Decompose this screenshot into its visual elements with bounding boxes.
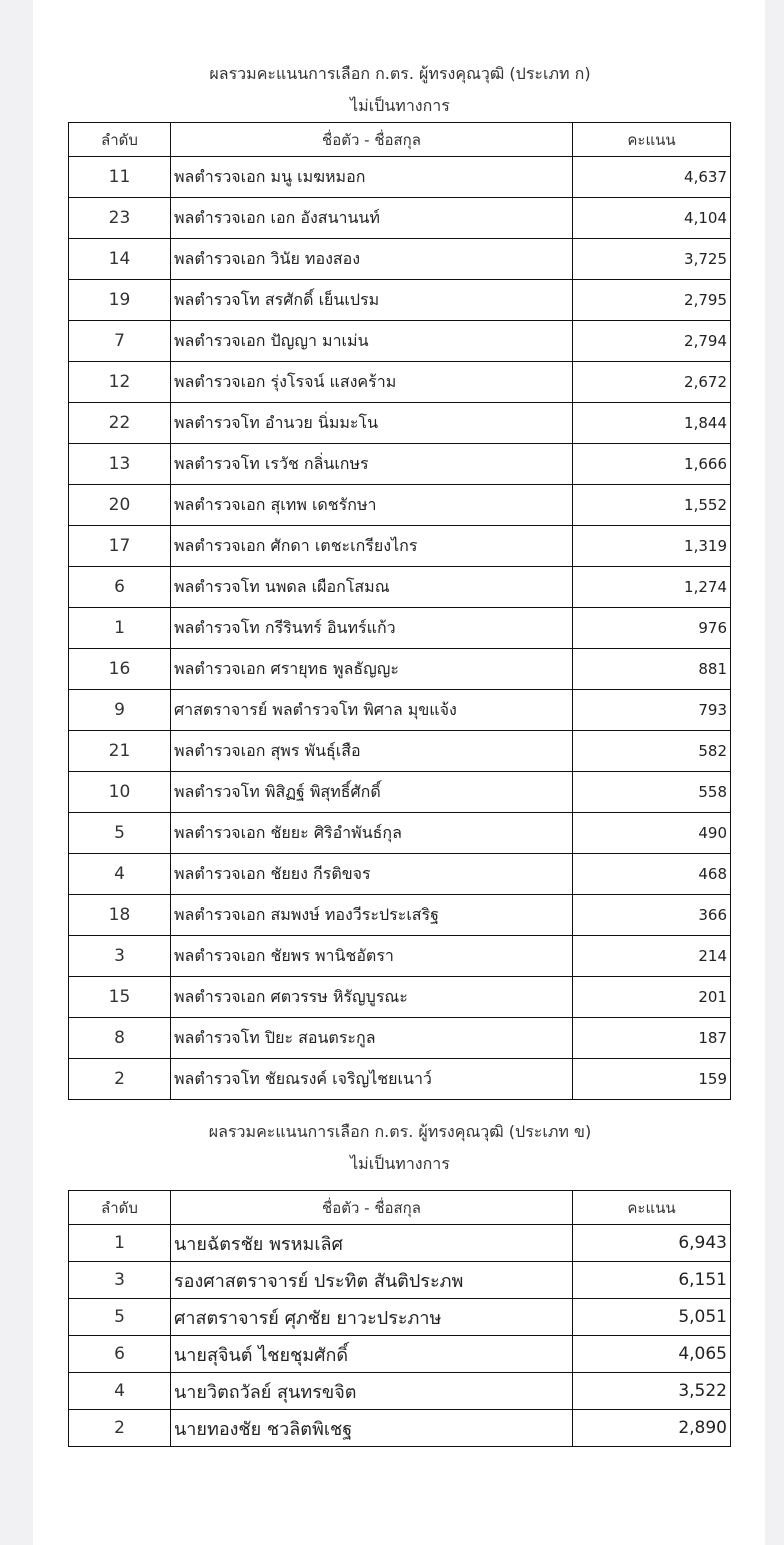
left-margin	[0, 0, 33, 1545]
table-row	[69, 731, 731, 772]
name-cell: พลตำรวจโท นพดล เผือกโสมณ	[171, 567, 573, 608]
rank-cell: 16	[69, 649, 171, 690]
rank-cell: 11	[69, 157, 171, 198]
name-cell: พลตำรวจเอก ชัยยะ ศิริอำพันธ์กุล	[171, 813, 573, 854]
name-cell: พลตำรวจเอก ศักดา เตชะเกรียงไกร	[171, 526, 573, 567]
rank-cell: 6	[69, 567, 171, 608]
name-cell: พลตำรวจโท สรศักดิ์ เย็นเปรม	[171, 280, 573, 321]
score-cell: 366	[573, 895, 731, 936]
name-cell: พลตำรวจโท กรีรินทร์ อินทร์แก้ว	[171, 608, 573, 649]
column-header-score: คะแนน	[573, 123, 731, 157]
name-cell: พลตำรวจเอก สุพร พันธุ์เสือ	[171, 731, 573, 772]
score-cell: 2,794	[573, 321, 731, 362]
section-a-table	[68, 122, 731, 1100]
score-cell: 2,890	[573, 1410, 731, 1447]
name-cell: พลตำรวจเอก ปัญญา มาเม่น	[171, 321, 573, 362]
rank-cell: 3	[69, 1262, 171, 1299]
table-row	[69, 977, 731, 1018]
name-cell: พลตำรวจเอก เอก อังสนานนท์	[171, 198, 573, 239]
rank-cell: 17	[69, 526, 171, 567]
table-row	[69, 567, 731, 608]
table-row	[69, 649, 731, 690]
rank-cell: 23	[69, 198, 171, 239]
table-header-row	[69, 123, 731, 157]
name-cell: พลตำรวจเอก มนู เมฆหมอก	[171, 157, 573, 198]
table-header-row	[69, 1191, 731, 1225]
rank-cell: 22	[69, 403, 171, 444]
name-cell: พลตำรวจเอก ศรายุทธ พูลธัญญะ	[171, 649, 573, 690]
section-b-table	[68, 1190, 731, 1447]
score-cell: 881	[573, 649, 731, 690]
score-cell: 1,319	[573, 526, 731, 567]
score-cell: 201	[573, 977, 731, 1018]
table-row	[69, 772, 731, 813]
name-cell: นายทองชัย ชวลิตพิเชฐ	[171, 1410, 573, 1447]
rank-cell: 8	[69, 1018, 171, 1059]
table-row	[69, 362, 731, 403]
table-row	[69, 444, 731, 485]
rank-cell: 18	[69, 895, 171, 936]
section-a-subtitle: ไม่เป็นทางการ	[350, 96, 450, 115]
name-cell: นายวิตถวัลย์ สุนทรขจิต	[171, 1373, 573, 1410]
name-cell: พลตำรวจเอก ศตวรรษ หิรัญบูรณะ	[171, 977, 573, 1018]
score-cell: 3,522	[573, 1373, 731, 1410]
score-cell: 1,666	[573, 444, 731, 485]
table-row	[69, 321, 731, 362]
table-row	[69, 854, 731, 895]
name-cell: นายฉัตรชัย พรหมเลิศ	[171, 1225, 573, 1262]
score-cell: 159	[573, 1059, 731, 1100]
section-a-title: ผลรวมคะแนนการเลือก ก.ตร. ผู้ทรงคุณวุฒิ (ประเภท ก)	[209, 64, 591, 83]
name-cell: พลตำรวจเอก รุ่งโรจน์ แสงคร้าม	[171, 362, 573, 403]
score-cell: 1,844	[573, 403, 731, 444]
table-row	[69, 1299, 731, 1336]
name-cell: นายสุจินต์ ไชยชุมศักดิ์	[171, 1336, 573, 1373]
rank-cell: 14	[69, 239, 171, 280]
column-header-score: คะแนน	[573, 1191, 731, 1225]
rank-cell: 4	[69, 1373, 171, 1410]
score-cell: 582	[573, 731, 731, 772]
table-row	[69, 239, 731, 280]
score-cell: 2,672	[573, 362, 731, 403]
table-row	[69, 403, 731, 444]
column-header-rank: ลำดับ	[69, 1191, 171, 1225]
rank-cell: 12	[69, 362, 171, 403]
name-cell: พลตำรวจเอก ชัยยง กีรติขจร	[171, 854, 573, 895]
score-cell: 6,943	[573, 1225, 731, 1262]
name-cell: พลตำรวจเอก สุเทพ เดชรักษา	[171, 485, 573, 526]
score-cell: 6,151	[573, 1262, 731, 1299]
name-cell: รองศาสตราจารย์ ประทิต สันติประภพ	[171, 1262, 573, 1299]
rank-cell: 7	[69, 321, 171, 362]
rank-cell: 3	[69, 936, 171, 977]
score-cell: 4,637	[573, 157, 731, 198]
score-cell: 214	[573, 936, 731, 977]
score-cell: 490	[573, 813, 731, 854]
rank-cell: 19	[69, 280, 171, 321]
rank-cell: 15	[69, 977, 171, 1018]
table-row	[69, 813, 731, 854]
rank-cell: 2	[69, 1059, 171, 1100]
name-cell: พลตำรวจโท อำนวย นิ่มมะโน	[171, 403, 573, 444]
table-row	[69, 1410, 731, 1447]
score-cell: 1,552	[573, 485, 731, 526]
score-cell: 4,065	[573, 1336, 731, 1373]
table-row	[69, 157, 731, 198]
rank-cell: 5	[69, 1299, 171, 1336]
rank-cell: 20	[69, 485, 171, 526]
table-row	[69, 1336, 731, 1373]
table-row	[69, 1018, 731, 1059]
table-row	[69, 1262, 731, 1299]
name-cell: พลตำรวจเอก ชัยพร พานิชอัตรา	[171, 936, 573, 977]
column-header-rank: ลำดับ	[69, 123, 171, 157]
name-cell: พลตำรวจโท พิสิฏฐ์ พิสุทธิ์ศักดิ์	[171, 772, 573, 813]
table-row	[69, 485, 731, 526]
rank-cell: 2	[69, 1410, 171, 1447]
column-header-name: ชื่อตัว - ชื่อสกุล	[171, 1191, 573, 1225]
section-b-subtitle: ไม่เป็นทางการ	[350, 1154, 450, 1173]
table-row	[69, 1059, 731, 1100]
table-row	[69, 198, 731, 239]
rank-cell: 1	[69, 1225, 171, 1262]
table-row	[69, 526, 731, 567]
name-cell: พลตำรวจเอก สมพงษ์ ทองวีระประเสริฐ	[171, 895, 573, 936]
table-row	[69, 895, 731, 936]
score-cell: 2,795	[573, 280, 731, 321]
name-cell: ศาสตราจารย์ ศุภชัย ยาวะประภาษ	[171, 1299, 573, 1336]
table-row	[69, 1373, 731, 1410]
section-b-title: ผลรวมคะแนนการเลือก ก.ตร. ผู้ทรงคุณวุฒิ (ประเภท ข)	[208, 1122, 592, 1141]
score-cell: 5,051	[573, 1299, 731, 1336]
score-cell: 3,725	[573, 239, 731, 280]
rank-cell: 9	[69, 690, 171, 731]
right-margin	[765, 0, 784, 1545]
rank-cell: 13	[69, 444, 171, 485]
rank-cell: 6	[69, 1336, 171, 1373]
table-row	[69, 608, 731, 649]
table-row	[69, 690, 731, 731]
score-cell: 468	[573, 854, 731, 895]
rank-cell: 4	[69, 854, 171, 895]
score-cell: 976	[573, 608, 731, 649]
rank-cell: 21	[69, 731, 171, 772]
table-row	[69, 280, 731, 321]
score-cell: 1,274	[573, 567, 731, 608]
rank-cell: 1	[69, 608, 171, 649]
name-cell: พลตำรวจโท ชัยณรงค์ เจริญไชยเนาว์	[171, 1059, 573, 1100]
table-row	[69, 936, 731, 977]
score-cell: 4,104	[573, 198, 731, 239]
table-row	[69, 1225, 731, 1262]
name-cell: พลตำรวจโท ปิยะ สอนตระกูล	[171, 1018, 573, 1059]
score-cell: 187	[573, 1018, 731, 1059]
rank-cell: 5	[69, 813, 171, 854]
name-cell: พลตำรวจโท เรวัช กลิ่นเกษร	[171, 444, 573, 485]
rank-cell: 10	[69, 772, 171, 813]
name-cell: ศาสตราจารย์ พลตำรวจโท พิศาล มุขแจ้ง	[171, 690, 573, 731]
score-cell: 793	[573, 690, 731, 731]
name-cell: พลตำรวจเอก วินัย ทองสอง	[171, 239, 573, 280]
column-header-name: ชื่อตัว - ชื่อสกุล	[171, 123, 573, 157]
score-cell: 558	[573, 772, 731, 813]
